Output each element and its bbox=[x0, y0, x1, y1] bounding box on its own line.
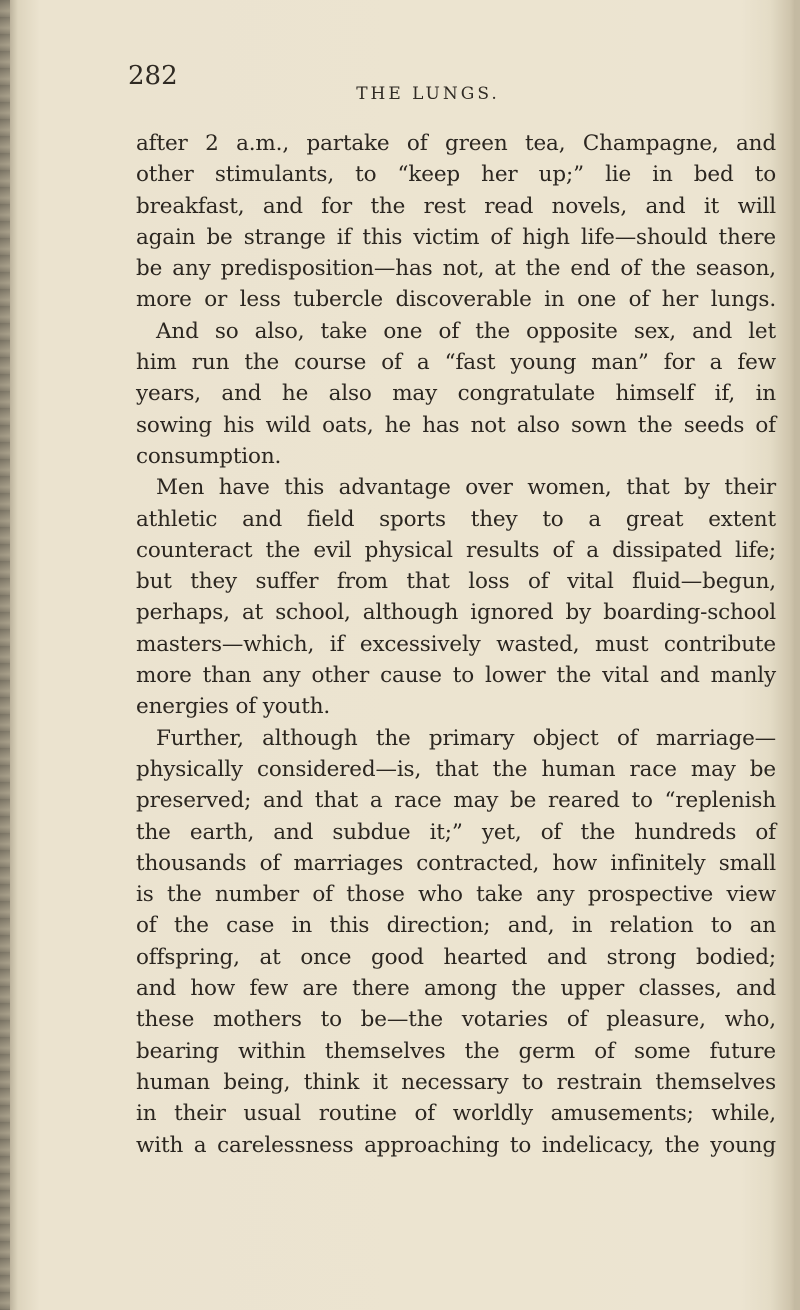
text-line: Further, although the primary object of marriage— bbox=[156, 725, 776, 751]
text-line: be any predisposition—has not, at the end of the season, bbox=[136, 256, 776, 282]
text-line: counteract the evil physical results of a dissipated life; bbox=[136, 537, 776, 563]
text-line: energies of youth. bbox=[136, 694, 331, 720]
text-line: human being, think it necessary to restrain themselves bbox=[136, 1069, 776, 1095]
text-line: more than any other cause to lower the vital and manly bbox=[136, 663, 776, 689]
text-line: masters—which, if excessively wasted, must contribute bbox=[136, 631, 776, 657]
body-text bbox=[136, 128, 776, 1161]
text-line: bearing within themselves the germ of some future bbox=[136, 1038, 776, 1064]
text-line: and how few are there among the upper classes, and bbox=[136, 976, 776, 1002]
text-line: physically considered—is, that the human race may be bbox=[136, 756, 776, 782]
text-line: Men have this advantage over women, that by their bbox=[156, 475, 776, 501]
text-line: in their usual routine of worldly amusements; while, bbox=[136, 1101, 776, 1127]
text-line: of the case in this direction; and, in relation to an bbox=[136, 913, 776, 939]
running-title: THE LUNGS. bbox=[356, 84, 500, 104]
text-line: again be strange if this victim of high life—should there bbox=[136, 224, 776, 250]
text-line: these mothers to be—the votaries of pleasure, who, bbox=[136, 1007, 776, 1033]
page-edge bbox=[794, 0, 800, 1310]
text-line: more or less tubercle discoverable in one of her lungs. bbox=[136, 287, 776, 313]
text-line: thousands of marriages contracted, how infinitely small bbox=[136, 850, 776, 876]
page-gutter bbox=[0, 0, 10, 1310]
text-line: but they suffer from that loss of vital fluid—begun, bbox=[136, 569, 776, 595]
text-line: years, and he also may congratulate himself if, in bbox=[136, 381, 776, 407]
text-line: the earth, and subdue it;” yet, of the hundreds of bbox=[136, 819, 776, 845]
text-line: athletic and field sports they to a great extent bbox=[136, 506, 776, 532]
text-line: breakfast, and for the rest read novels, and it will bbox=[136, 193, 776, 219]
page-number: 282 bbox=[128, 61, 178, 91]
text-line: And so also, take one of the opposite sex, and let bbox=[156, 318, 776, 344]
text-line: other stimulants, to “keep her up;” lie in bed to bbox=[136, 162, 776, 188]
text-line: is the number of those who take any prospective view bbox=[136, 882, 776, 908]
text-line: sowing his wild oats, he has not also sown the seeds of bbox=[136, 412, 776, 438]
text-line: him run the course of a “fast young man” for a few bbox=[136, 350, 776, 376]
text-line: consumption. bbox=[136, 443, 282, 469]
text-line: perhaps, at school, although ignored by boarding-school bbox=[136, 600, 776, 626]
text-line: preserved; and that a race may be reared to “replenish bbox=[136, 788, 776, 814]
text-line: offspring, at once good hearted and strong bodied; bbox=[136, 944, 776, 970]
text-line: with a carelessness approaching to indelicacy, the young bbox=[136, 1132, 776, 1158]
text-line: after 2 a.m., partake of green tea, Champagne, and bbox=[136, 131, 776, 156]
